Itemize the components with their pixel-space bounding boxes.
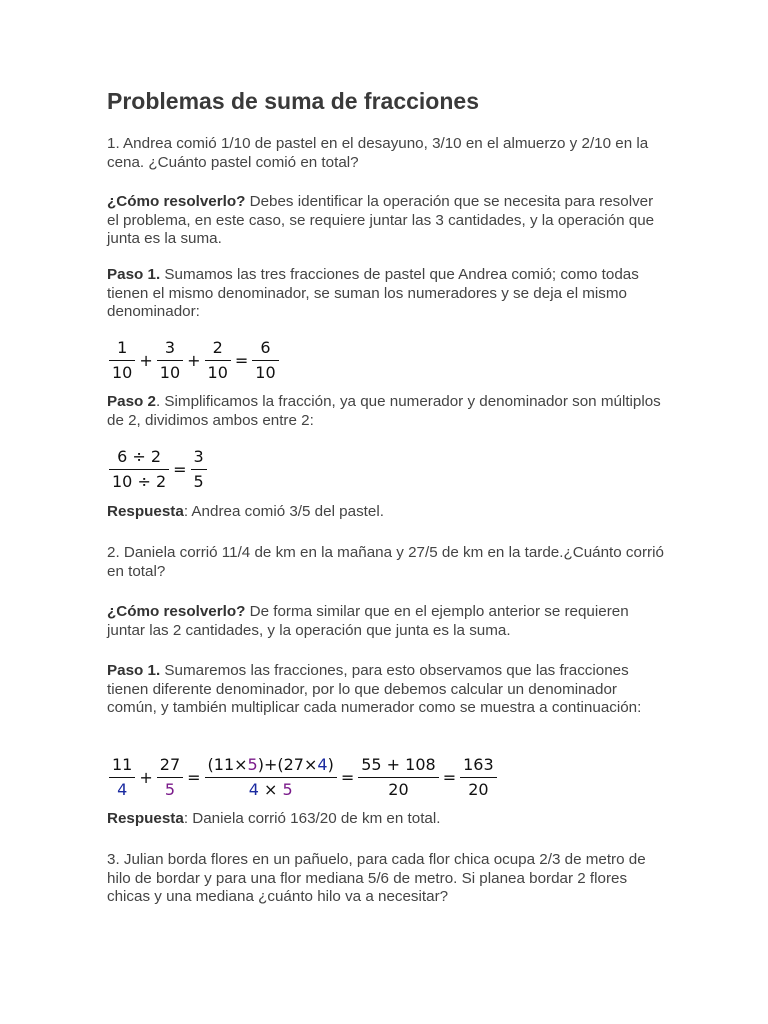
body: Sumamos las tres fracciones de pastel que Andrea comió; como todas tienen el mismo denominador, se suman los numeradores y se deja el mismo denominador: [107,266,639,320]
numerator: 1 [109,338,135,361]
numerator: 2 [205,338,231,361]
text: )+(27× [257,755,318,774]
body: : Daniela corrió 163/20 de km en total. [183,810,441,827]
equation-1 [107,338,281,383]
text: ) [327,755,334,774]
numerator: 3 [191,447,207,470]
fraction [358,755,438,800]
body: Debes identificar la operación que se necesita para resolver el problema, en este caso, se requiere juntar las 3 cantidades, y la operación que junta es la suma. [107,193,655,247]
equals-sign: = [234,351,249,370]
plus-sign: + [139,351,153,370]
fraction-result [252,338,278,383]
denominator: 4 [117,780,128,799]
label: Paso 1. [107,662,161,679]
label: Paso 2 [107,393,156,410]
denominator: 10 [112,363,133,382]
denominator: 5 [193,472,204,491]
fraction [157,755,183,800]
fraction [109,447,169,492]
equation-3 [107,755,499,800]
denominator: 10 [207,363,228,382]
denominator: 10 [159,363,181,382]
problem-3: 3. Julian borda flores en un pañuelo, para cada flor chica ocupa 2/3 de metro de hilo de bordar y para una flor mediana 5/6 de metro. Si planea bordar 2 flores chicas y una mediana ¿cuánto hilo va a necesitar? [107,851,646,905]
label: ¿Cómo resolverlo? [107,603,246,620]
how-to-solve-2 [107,603,667,640]
numerator [205,755,337,778]
label: Respuesta [107,503,184,520]
step-1-a [107,266,667,322]
fraction-result [191,447,207,492]
text: 4 [248,780,259,799]
fraction-result [460,755,497,800]
fraction [157,338,183,383]
label: Paso 1. [107,266,161,283]
text: (11× [207,755,248,774]
step-2-a [107,393,667,430]
how-to-solve-1 [107,193,667,249]
body: . Simplificamos la fracción, ya que numerador y denominador son múltiplos de 2, dividimos ambos entre 2: [107,393,661,429]
plus-sign: + [187,351,201,370]
text: × [258,780,283,799]
fraction [205,338,231,383]
fraction-expanded [205,755,337,800]
body: De forma similar que en el ejemplo anterior se requieren juntar las 2 cantidades, y la operación que junta es la suma. [107,603,629,639]
equals-sign: = [340,768,355,787]
step-1-b [107,662,667,718]
numerator: 3 [157,338,183,361]
denominator: 10 [255,363,276,382]
problem-2: 2. Daniela corrió 11/4 de km en la mañana y 27/5 de km en la tarde.¿Cuánto corrió en total? [107,544,664,580]
numerator: 6 [252,338,278,361]
answer-2 [107,810,667,829]
fraction [109,338,135,383]
numerator: 27 [157,755,183,778]
label: ¿Cómo resolverlo? [107,193,246,210]
fraction [109,755,135,800]
numerator: 163 [460,755,497,778]
body: : Andrea comió 3/5 del pastel. [183,503,384,520]
plus-sign: + [139,768,153,787]
numerator: 55 + 108 [358,755,438,778]
equals-sign: = [173,460,187,479]
equals-sign: = [187,768,201,787]
text: 4 [317,755,328,774]
text: 5 [247,755,258,774]
numerator: 11 [109,755,135,778]
equals-sign: = [442,768,457,787]
body: Sumaremos las fracciones, para esto observamos que las fracciones tienen diferente denominador, por lo que debemos calcular un denominador común, y también multiplicar cada numerador como se muestra a continuación: [107,662,642,716]
denominator: 5 [164,780,176,799]
denominator [205,778,337,800]
problem-1: 1. Andrea comió 1/10 de pastel en el desayuno, 3/10 en el almuerzo y 2/10 en la cena. ¿Cuánto pastel comió en total? [107,135,649,171]
denominator: 10 ÷ 2 [112,472,167,491]
label: Respuesta [107,810,184,827]
document-title: Problemas de suma de fracciones [107,88,479,114]
text: 5 [282,780,293,799]
numerator: 6 ÷ 2 [109,447,169,470]
answer-1 [107,503,667,522]
equation-2 [107,447,209,492]
denominator: 20 [468,780,489,799]
denominator: 20 [388,780,409,799]
